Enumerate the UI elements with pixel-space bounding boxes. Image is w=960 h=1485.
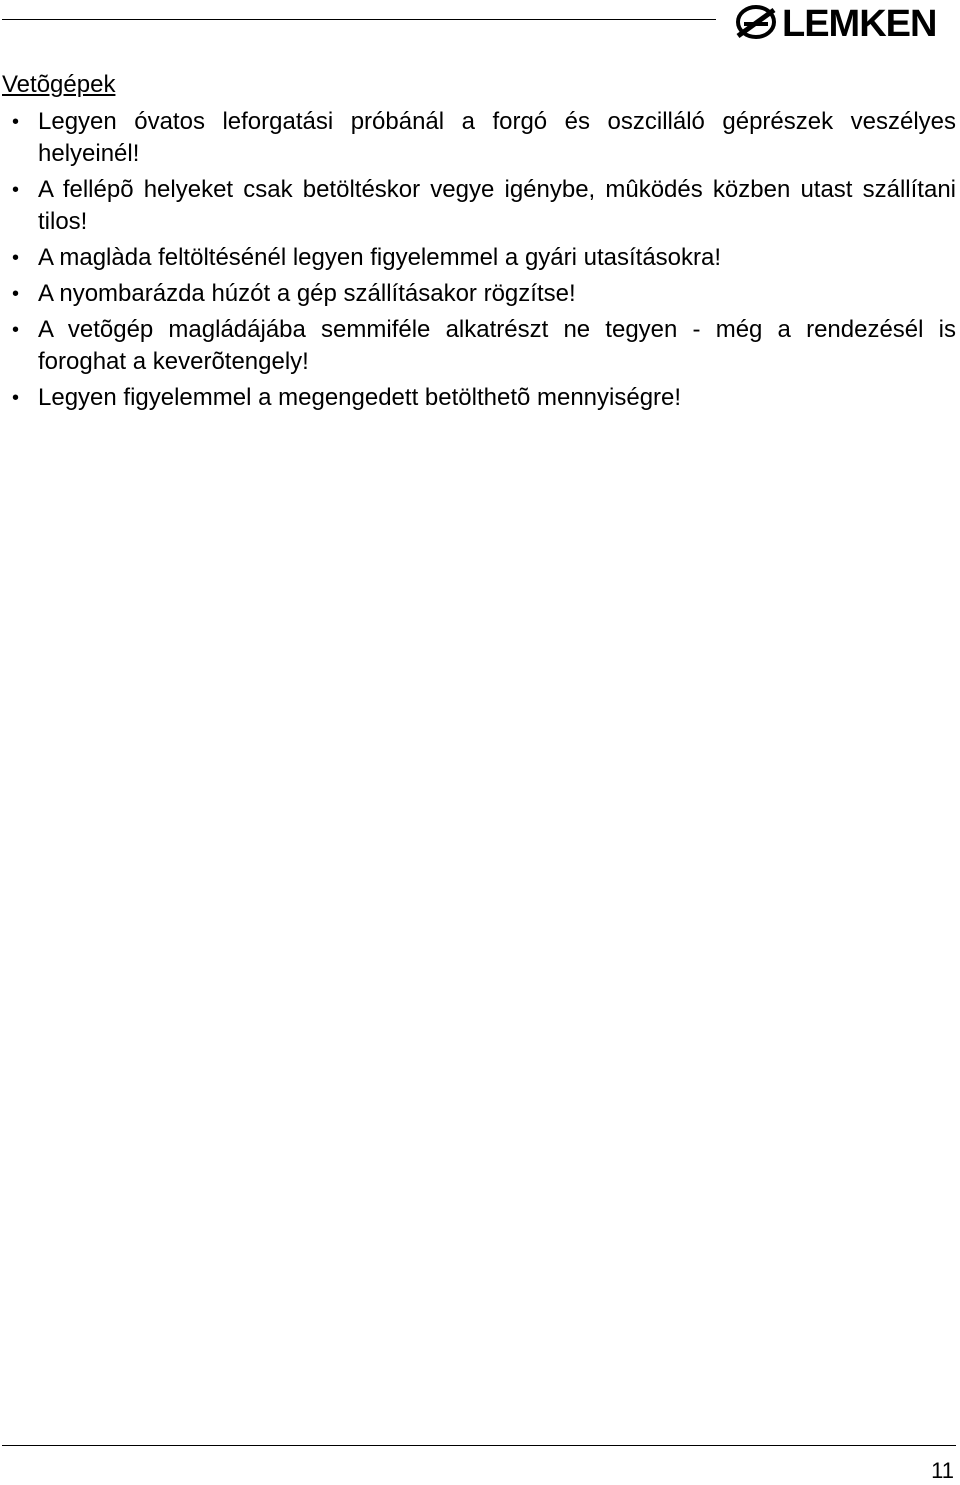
section-title: Vetõgépek xyxy=(2,71,116,98)
bullet-icon: • xyxy=(12,387,20,409)
safety-bullet-list xyxy=(0,106,956,418)
bullet-icon: • xyxy=(12,179,20,201)
list-item xyxy=(0,314,956,378)
list-item xyxy=(0,174,956,238)
bullet-icon: • xyxy=(12,247,20,269)
list-item xyxy=(0,382,956,414)
bullet-text: A fellépõ helyeket csak betöltéskor vegye igénybe, mûködés közben utast szállítani tilos! xyxy=(38,176,956,235)
bullet-icon: • xyxy=(12,319,20,341)
lemken-logo-icon xyxy=(738,7,774,37)
header-rule xyxy=(2,19,716,20)
page-number: 11 xyxy=(931,1458,954,1483)
bullet-icon: • xyxy=(12,111,20,133)
list-item xyxy=(0,106,956,170)
logo-wordmark: LEMKEN xyxy=(782,3,937,44)
footer-rule xyxy=(2,1445,956,1446)
list-item xyxy=(0,242,956,274)
bullet-text: A maglàda feltöltésénél legyen figyelemmel a gyári utasításokra! xyxy=(38,244,722,271)
lemken-logo xyxy=(734,2,956,44)
bullet-text: A nyombarázda húzót a gép szállításakor rögzítse! xyxy=(38,280,576,307)
bullet-text: A vetõgép magládájába semmiféle alkatrészt ne tegyen - még a rendezésél is foroghat a keverõtengely! xyxy=(38,316,956,375)
bullet-text: Legyen óvatos leforgatási próbánál a forgó és oszcilláló géprészek veszélyes helyeinél! xyxy=(38,108,956,167)
bullet-icon: • xyxy=(12,283,20,305)
bullet-text: Legyen figyelemmel a megengedett betölthetõ mennyiségre! xyxy=(38,384,682,411)
list-item xyxy=(0,278,956,310)
